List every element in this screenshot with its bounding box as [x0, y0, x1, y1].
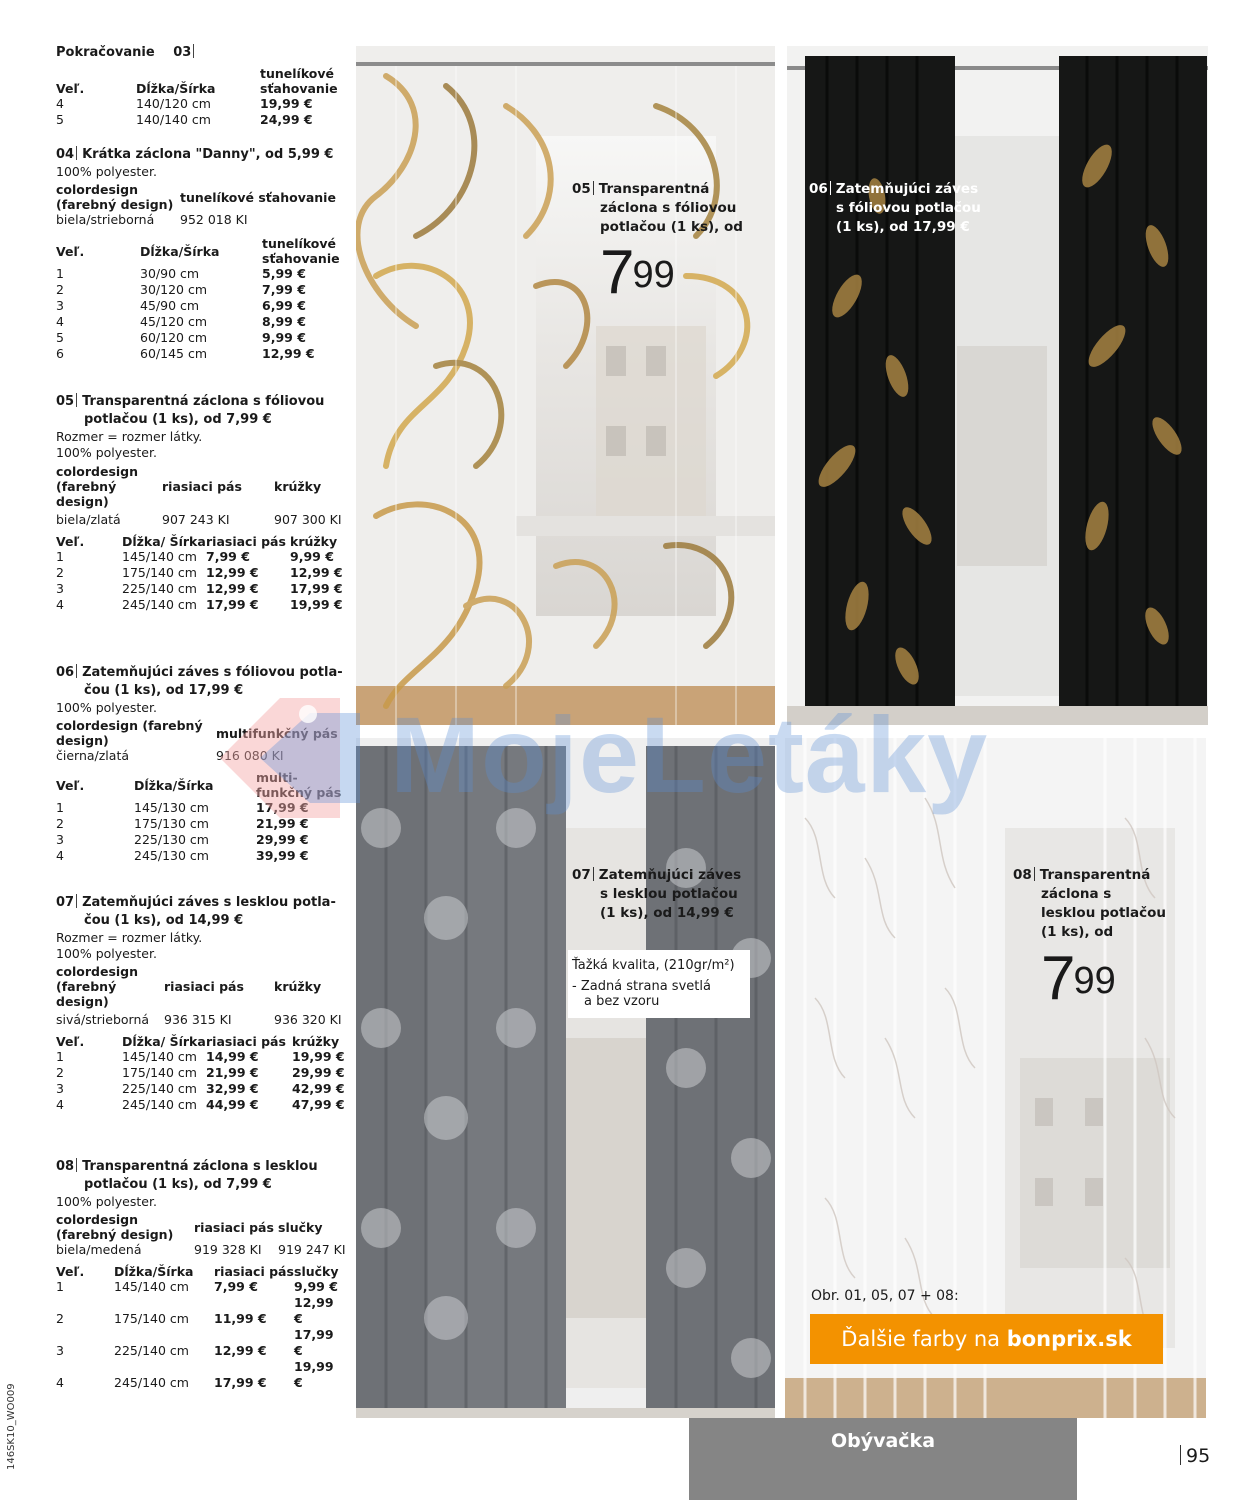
table-row: 1 145/140 cm 7,99 € 9,99 €	[56, 549, 334, 564]
photo-08-price: $7^{99}$	[1041, 944, 1116, 1013]
photo-05-label: 05 Transparentná záclona s fóliovou potlačou (1 ks), od	[572, 181, 743, 235]
photo-06-dark-curtain	[787, 46, 1208, 725]
section-title: Krátka záclona "Danny", od 5,99 €	[82, 147, 334, 162]
section-number: 08	[56, 1159, 75, 1174]
section-06	[56, 664, 346, 864]
note-text: Rozmer = rozmer látky.	[56, 930, 203, 945]
section-title-2: čou (1 ks), od 17,99 €	[84, 683, 244, 698]
table-row: 3 225/140 cm 12,99 € 17,99 €	[56, 1327, 334, 1358]
table-row: 3 225/140 cm 12,99 € 17,99 €	[56, 581, 343, 596]
size-table	[56, 62, 346, 128]
section-title: Zatemňujúci záves s fóliovou potla-	[82, 665, 343, 680]
photo-05-sheer-gold-curtain	[356, 46, 775, 725]
color-table: colordesign (farebný design) riasiaci pás krúžky sivá/strieborná 936 315 KI 936 320 KI	[56, 964, 342, 1027]
section-number: 07	[56, 895, 75, 910]
section-05	[56, 393, 346, 613]
table-row: 1 145/140 cm 14,99 € 19,99 €	[56, 1049, 345, 1064]
curtain-illustration	[787, 46, 1208, 725]
table-row: 4 245/140 cm 17,99 € 19,99 €	[56, 597, 343, 612]
header-dimensions: Dĺžka/Šírka	[136, 81, 216, 96]
photo-08-label: 08 Transparentná záclona s lesklou potlačou (1 ks), od	[1013, 867, 1167, 940]
photo-06-label: 06 Zatemňujúci záves s fóliovou potlačou (1 ks), od 17,99 €	[809, 181, 981, 235]
size-table: Veľ. Dĺžka/Šírka tunelíkové sťahovanie 1 30/90 cm 5,99 € 2 30/120 cm 7,99 € 3 45/90 cm 6,99 € 4 45/120 cm 8,99 € 5 60/120 cm 9,99 € 6 60/145 cm 12,99 €	[56, 236, 346, 362]
table-row: 4 245/130 cm 39,99 €	[56, 848, 309, 863]
section-07	[56, 894, 346, 1113]
material-text: 100% polyester.	[56, 164, 157, 179]
table-row: 2 175/140 cm 12,99 € 12,99 €	[56, 565, 343, 580]
section-03	[56, 44, 346, 128]
feature-text: Ťažká kvalita, (210gr/m²) - Zadná strana svetlá a bez vzoru	[572, 958, 735, 1009]
material-text: 100% polyester.	[56, 946, 157, 961]
watermark-text: MojeLetáky	[390, 694, 989, 815]
section-title-2: potlačou (1 ks), od 7,99 €	[84, 1177, 272, 1192]
promo-banner[interactable]	[810, 1314, 1163, 1364]
header-price: tunelíkové sťahovanie	[260, 66, 338, 96]
promo-text: Ďalšie farby na	[841, 1327, 1007, 1351]
size-table: Veľ. Dĺžka/ Šírka riasiaci pás krúžky 1 145/140 cm 14,99 € 19,99 € 2 175/140 cm 21,99 € 29,99 € 3 225/140 cm 32,99 € 42,99 € 4 245/140 cm 44,99 € 47,99 €	[56, 1034, 345, 1112]
note-text: Rozmer = rozmer látky.	[56, 429, 203, 444]
section-title: Transparentná záclona s fóliovou	[82, 394, 325, 409]
table-row: 5 140/140 cm 24,99 €	[56, 112, 313, 127]
table-row: 5 60/120 cm 9,99 €	[56, 330, 306, 345]
section-title: Zatemňujúci záves s lesklou potla-	[82, 895, 336, 910]
category-label: Obývačka	[830, 1430, 936, 1452]
table-row: 2 175/140 cm 11,99 € 12,99 €	[56, 1295, 334, 1326]
curtain-illustration	[356, 738, 775, 1418]
material-text: 100% polyester.	[56, 445, 157, 460]
table-row: 4 245/140 cm 17,99 € 19,99 €	[56, 1359, 334, 1390]
material-text: 100% polyester.	[56, 700, 157, 715]
section-number: 04	[56, 147, 75, 162]
color-table: colordesign (farebný design) tunelíkové sťahovanie biela/strieborná 952 018 KI	[56, 182, 336, 227]
section-title: Pokračovanie	[56, 45, 155, 60]
table-row: 4 140/120 cm 19,99 €	[56, 96, 313, 111]
table-row: 1 145/130 cm 17,99 €	[56, 800, 309, 815]
section-04	[56, 146, 346, 362]
table-row: 2 175/140 cm 21,99 € 29,99 €	[56, 1065, 345, 1080]
category-tab	[689, 1418, 1077, 1500]
section-title: Transparentná záclona s lesklou	[82, 1159, 318, 1174]
table-row: 2 175/130 cm 21,99 €	[56, 816, 309, 831]
color-table: colordesign (farebný design) riasiaci pás krúžky biela/zlatá 907 243 KI 907 300 KI	[56, 464, 342, 527]
promo-brand: bonprix.sk	[1006, 1327, 1132, 1351]
photo-05-price: $7^{99}$	[600, 238, 675, 307]
color-table: colordesign (farebný design) multifunkčný pás čierna/zlatá 916 080 KI	[56, 718, 338, 763]
color-table: colordesign (farebný design) riasiaci pás slučky biela/medená 919 328 KI 919 247 KI	[56, 1212, 346, 1257]
table-row: 1 30/90 cm 5,99 €	[56, 266, 306, 281]
promo-caption: Obr. 01, 05, 07 + 08:	[811, 1288, 959, 1304]
table-row: 2 30/120 cm 7,99 €	[56, 282, 306, 297]
size-table: Veľ. Dĺžka/Šírka riasiaci pás slučky 1 145/140 cm 7,99 € 9,99 € 2 175/140 cm 11,99 € 12,99 € 3 225/140 cm 12,99 € 17,99 € 4 245/140 cm 17,99 € 19,99 €	[56, 1264, 346, 1391]
size-table: Veľ. Dĺžka/Šírka multi- funkčný pás 1 145/130 cm 17,99 € 2 175/130 cm 21,99 € 3 225/130 cm 29,99 € 4 245/130 cm 39,99 €	[56, 770, 346, 864]
table-row: 3 45/90 cm 6,99 €	[56, 298, 306, 313]
curtain-illustration	[356, 46, 775, 725]
table-row: 3 225/140 cm 32,99 € 42,99 €	[56, 1081, 345, 1096]
table-row: 6 60/145 cm 12,99 €	[56, 346, 315, 361]
page-number: 95	[1180, 1445, 1210, 1467]
section-number: 03	[173, 45, 192, 60]
section-title-2: potlačou (1 ks), od 7,99 €	[84, 412, 272, 427]
table-row: 1 145/140 cm 7,99 € 9,99 €	[56, 1279, 338, 1294]
section-number: 06	[56, 665, 75, 680]
section-number: 05	[56, 394, 75, 409]
photo-07-label: 07 Zatemňujúci záves s lesklou potlačou (1 ks), od 14,99 €	[572, 867, 742, 921]
table-row: 4 45/120 cm 8,99 €	[56, 314, 306, 329]
table-row: 3 225/130 cm 29,99 €	[56, 832, 309, 847]
section-title-2: čou (1 ks), od 14,99 €	[84, 913, 244, 928]
table-row: 4 245/140 cm 44,99 € 47,99 €	[56, 1097, 345, 1112]
photo-08-sheer-white-curtain	[785, 738, 1206, 1418]
header-size: Veľ.	[56, 81, 85, 96]
photo-07-gray-curtain	[356, 738, 775, 1418]
material-text: 100% polyester.	[56, 1194, 157, 1209]
section-08	[56, 1158, 346, 1391]
size-table: Veľ. Dĺžka/ Šírka riasiaci pás krúžky 1 145/140 cm 7,99 € 9,99 € 2 175/140 cm 12,99 € 12,99 € 3 225/140 cm 12,99 € 17,99 € 4 245/140 cm 17,99 € 19,99 €	[56, 534, 346, 613]
catalog-code: 146SK10_WO009	[6, 1383, 17, 1470]
